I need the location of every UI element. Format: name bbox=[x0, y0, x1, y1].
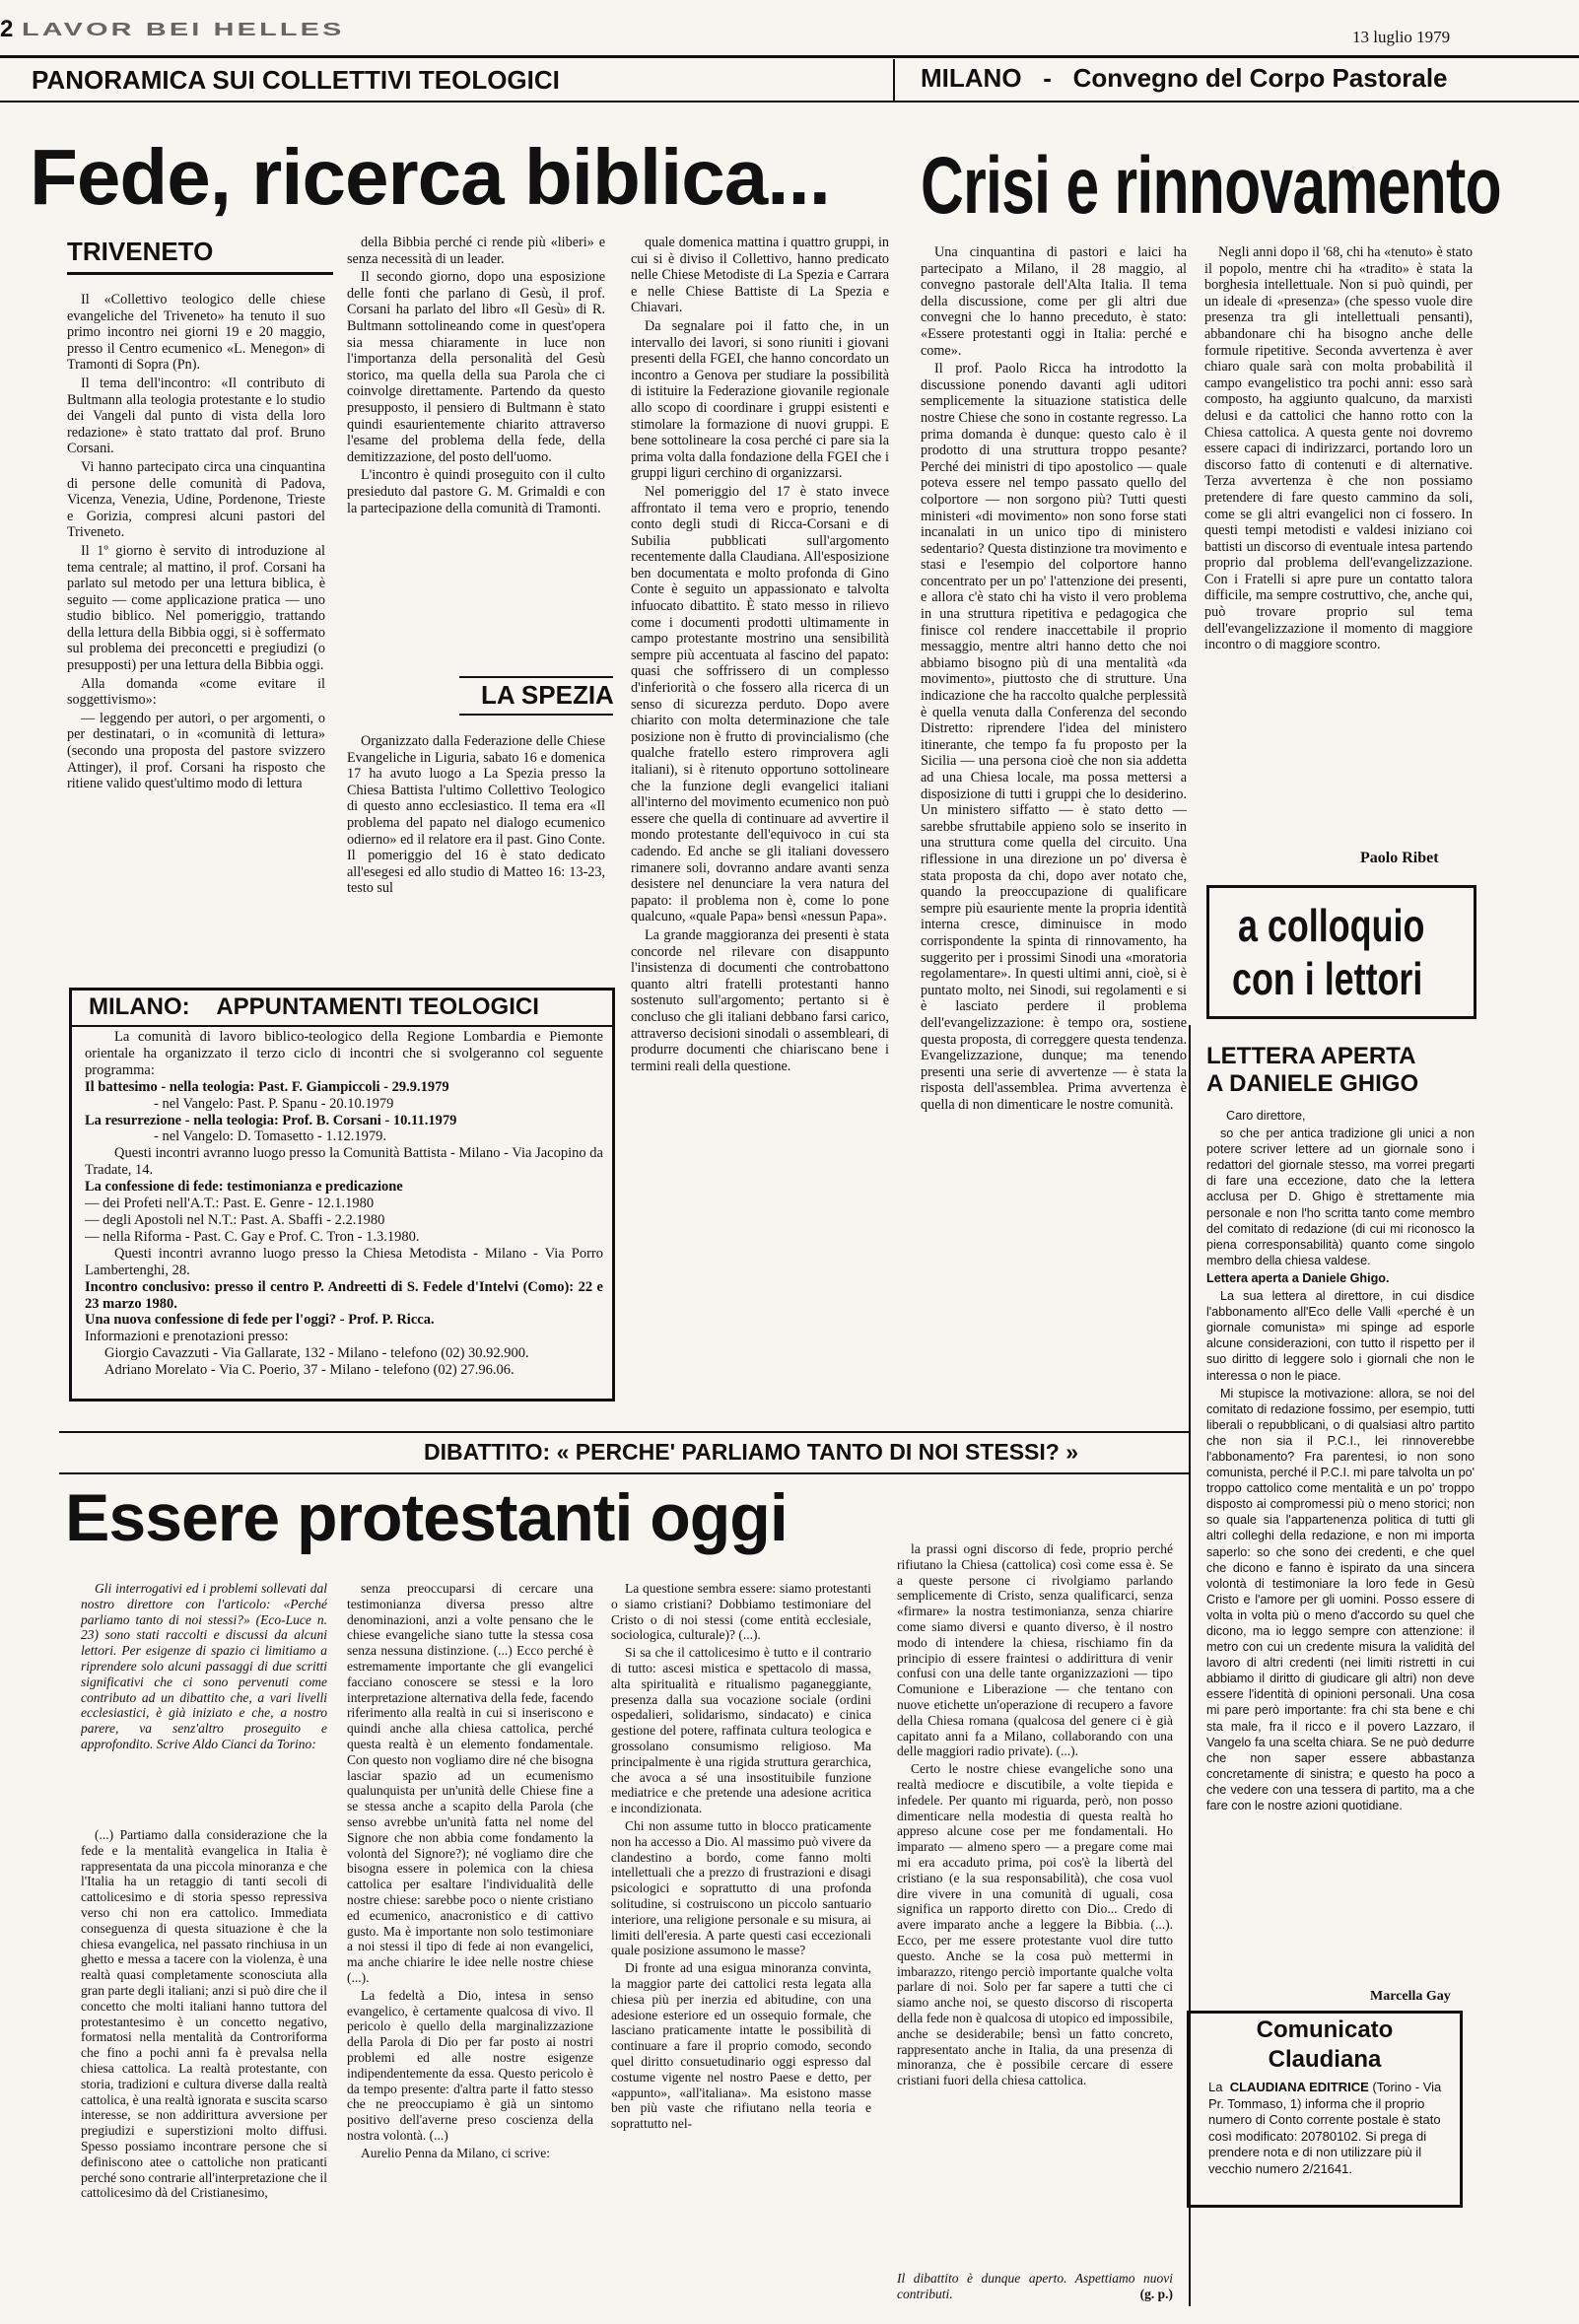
appuntamenti-line: Incontro conclusivo: presso il centro P. Andreetti di S. Fedele d'Intelvi (Como): 22 e 23 marzo 1980. bbox=[85, 1278, 603, 1312]
paragraph: Da segnalare poi il fatto che, in un intervallo dei lavori, si sono riuniti i giovani presenti della FGEI, che hanno concordato un incontro a Genova per studiare la possibilità di istituire la Federazione giovanile regionale allo scopo di coordinare i gruppi esistenti e stimolare la formazione di nuovi gruppi. E bene sottolineare la cosa perché ci pare sia la prima volta dalla fondazione della FGEI che i gruppi liguri cerchino di organizzarsi. bbox=[631, 317, 889, 482]
appuntamenti-line: La resurrezione - nella teologia: Prof. B. Corsani - 10.11.1979 bbox=[85, 1112, 457, 1128]
page-number: 2 bbox=[0, 16, 14, 42]
paragraph: L'incontro è quindi proseguito con il culto presieduto dal pastore G. M. Grimaldi e con la partecipazione della comunità di Tramonti. bbox=[347, 467, 605, 516]
column-rule-right bbox=[1189, 1025, 1191, 2306]
paragraph: Il secondo giorno, dopo una esposizione delle fonti che parlano di Gesù, il prof. Corsani ha parlato del libro «Il Gesù» di R. Bultmann sottolineando come in quest'opera sia messa chiaramente in luce non l'importanza della personalità del Gesù storico, ma quella della sua Parola che ci coinvolge direttamente. Partendo da questo presupposto, il pensiero di Bultmann è stato quindi esaurientemente chiarito attraverso l'esame del problema della fede, della demitizzazione, del posto dell'uomo. bbox=[347, 269, 605, 465]
dibattito-column-2 bbox=[347, 1581, 593, 2312]
appuntamenti-title bbox=[89, 993, 539, 1021]
paragraph: senza preoccuparsi di cercare una testimonianza diversa presso altre denominazioni, anzi a volte pensano che le chiese evangeliche siano tutte la stessa cosa senza nessuna distinzione. (...) Ecco perché è estremamente importante che gli evangelici facciano conoscere se stessi e la loro interpretazione alternativa della fede, facendo riferimento alla realtà in cui si inseriscono e quindi anche alla chiesa cattolica, perché questa realtà è un elemento fondamentale. Con questo non vogliamo dire né che bisogna lasciar spazio ad un ecumenismo qualunquista per un'unità delle Chiese fine a se stessa anche a scapito della Parola (che senso avrebbe un'unità fatta nel nome del Signore che non abbia come fondamento la volontà del Signore?); né vogliamo dire che bisogna essere in polemica con la chiesa cattolica per esaltare l'individualità delle nostre chiese: sarebbe poco o niente cristiano ed ecumenico, anacronistico e di cattivo gusto. Ma è importante non solo testimoniare a noi stessi il tipo di fede ai non evangelici, ma anche chiarire le idee nelle nostre chiese (...). bbox=[347, 1581, 593, 1985]
appuntamenti-heading: APPUNTAMENTI TEOLOGICI bbox=[216, 993, 539, 1020]
label-la-spezia: LA SPEZIA bbox=[481, 680, 614, 710]
lettera-title-2: A DANIELE GHIGO bbox=[1206, 1070, 1419, 1097]
appuntamenti-line: - nel Vangelo: Past. P. Spanu - 20.10.1979 bbox=[154, 1095, 394, 1112]
header-rule-top bbox=[0, 55, 1579, 58]
paragraph: Nel pomeriggio del 17 è stato invece affrontato il tema vero e proprio, tenendo conto degli studi di Ricca-Corsani e di Subilia pubblicati sull'argomento recentemente dalla Claudiana. All'esposizione ben documentata e molto profonda di Gino Conte è seguito un appassionato e talvolta infuocato dibattito. È stato messo in rilievo come i documenti prodotti ultimamente in campo protestante mostrino una sensibilità sempre più accentuata al fascino del papato: quasi che soffrissero di un complesso d'inferiorità o che fossero alla ricerca di un senso di sicurezza perduto. Dopo avere chiarito con molta determinazione che tale posizione non è frutto di provincialismo (che qualche fratello estero rimprovera agli italiani), si è ritenuto opportuno sottolineare che la funzione degli evangelici italiani all'interno del movimento ecumenico non può essere che quella di continuare ad avvertire il mondo protestante dell'equivoco in cui sta cadendo. Ed anche se gli italiani dovessero rimanere soli, dovranno andare avanti senza desistere nel denunciare la vera natura del papato: il problema non è, come lo pone qualcuno, «quale Papa» bensì «nessun Papa». bbox=[631, 483, 889, 925]
appuntamenti-line: La confessione di fede: testimonianza e predicazione bbox=[85, 1179, 403, 1196]
paragraph: La questione sembra essere: siamo protestanti o siamo cristiani? Dobbiamo testimoniare del Cristo o di noi stessi (come entità ecclesiale, sociologica, culturale)? (...). bbox=[611, 1581, 871, 1643]
paragraph: Alla domanda «come evitare il soggettivismo»: bbox=[67, 675, 325, 709]
paragraph: Chi non assume tutto in blocco praticamente non ha accesso a Dio. Al massimo può vivere da clandestino a bordo, come fanno molti intellettuali che a prezzo di frustrazioni e disagi psicologici e soprattutto di una profonda solitudine, si costruiscono un piccolo santuario interiore, una religione personale e su misura, ai limiti dell'eresia. A parte questi casi eccezionali quale posizione assumono le masse? bbox=[611, 1817, 871, 1958]
dibattito-intro bbox=[81, 1581, 327, 1825]
lettera-paragraph: La sua lettera al direttore, in cui disdice l'abbonamento all'Eco delle Valli «perché è un giornale comunista» mi spinge ad esporle alcune considerazioni, con tutto il rispetto per il suo diritto di leggere solo i giornali che non le interessa o non le piace. bbox=[1206, 1289, 1475, 1383]
lettera-paragraph: Mi stupisce la motivazione: allora, se noi del comitato di redazione fossimo, per esempio, tutti liberali o repubblicani, o di qualsiasi altro partito che non sia il P.C.I., lei rinnoverebbe l'abbonamento? Fra parentesi, io non sono comunista, perché il P.C.I. mi pare talvolta un po' troppo cattolico come mentalità e un po' troppo disposto ai compromessi più o meno storici; non so quale sia l'appartenenza politica di tutti gli altri colleghi della redazione, e non mi importa saperlo: so che sono dei credenti, e che quel che dicono e fanno è ispirato da una sincera volontà di testimoniare la loro fede in Gesù Cristo e l'amore per gli uomini. Posso essere di volta in volta più o meno d'accordo su quel che dicono, ma io leggo sempre con attenzione: il metro con cui un credente misura la validità del lavoro di altri credenti (nei limiti ristretti in cui abbiamo il diritto di giudicare gli altri) non deve essere l'identità di opinioni personali. Una cosa mi pare però importante: fra chi sta bene e chi sta male, fra il ricco e il povero Lazzaro, il Vangelo fa una scelta chiara. Se ne può dedurre che non saper essere abbastanza concretamente di sinistra; e questo ha poco a che vedere con una tessera di partito, ma a che fare con le nostre azioni quotidiane. bbox=[1206, 1386, 1475, 1813]
paragraph: — leggendo per autori, o per argomenti, o per destinatari, o in «comunità di lettura» (secondo una proposta del pastore svizzero Attinger), il prof. Corsani ha risposto che ritiene valido quest'ultimo modo di lettura bbox=[67, 710, 325, 792]
colloquio-line-2-wrap bbox=[1232, 952, 1476, 1005]
appuntamenti-city: MILANO: bbox=[89, 993, 190, 1020]
appuntamenti-line: Questi incontri avranno luogo presso la Chiesa Metodista - Milano - Via Porro Lambertenghi, 28. bbox=[85, 1245, 603, 1278]
section-city: MILANO bbox=[921, 63, 1022, 93]
paragraph: Certo le nostre chiese evangeliche sono una realtà mediocre e discutibile, a volte tiepida e infedele. Per quanto mi riguarda, però, non posso dimenticare nella modestia di questa realtà ho appreso alcune cose per me fondamentali. Ho imparato — almeno spero — a pregare come mai mi era accaduto prima, poi cos'è la libertà del cristiano (e la sua responsabilità), che cosa vuol dire vivere in una comunità di uguali, cosa significa un rapporto diretto con Dio... Credo di avere imparato anche a leggere la Bibbia. (...). Ecco, per me essere protestante vuol dire tutto questo. Anche se la cosa può mettermi in imbarazzo, ritengo perciò importante qualche volta parlare di noi. Solo per far sapere a tutti che ci siamo anche noi, se questo discorso di riscoperta della fede non è qualcosa di utopico ed impossibile, anche se desiderabile; bensì un fatto concreto, rappresentato anche in Italia, da una presenza di minoranza, che è possibile cercare di essere cristiani fuori della chiesa cattolica. bbox=[897, 1761, 1173, 2088]
appuntamenti-body bbox=[85, 1029, 603, 1398]
crisi-signature: Paolo Ribet bbox=[1360, 850, 1439, 866]
dibattito-closing-text: Il dibattito è dunque aperto. Aspettiamo nuovi contributi. bbox=[897, 2271, 1173, 2301]
triveneto-column-1 bbox=[67, 292, 325, 982]
intro-paragraph: Gli interrogativi ed i problemi sollevati dal nostro direttore con l'articolo: «Perché parliamo tanto di noi stessi?» (Eco-Luce n. 23) sono stati raccolti e discussi da alcuni lettori. Per esigenze di spazio ci limitiamo a riprendere solo alcuni passaggi di due scritti significativi che ci sono pervenuti come contributo ad un dibattito che, a vari livelli ecclesiastici, è già iniziato e che, a nostro parere, va senz'altro proseguito e approfondito. Scrive Aldo Cianci da Torino: bbox=[81, 1581, 327, 1751]
comunicato-text-a: La bbox=[1208, 2080, 1223, 2094]
section-dash: - bbox=[1043, 63, 1052, 93]
paragraph: Organizzato dalla Federazione delle Chiese Evangeliche in Liguria, sabato 16 e domenica 17 ha avuto luogo a La Spezia presso la Chiesa Battista l'ultimo Collettivo Teologico di questo anno ecclesiastico. Il tema era «Il problema del papato nel dialogo ecumenico odierno» ed il relatore era il past. Gino Conte. Il pomeriggio del 16 è stato dedicato all'esegesi ed allo studio di Matteo 16: 13-23, testo sul bbox=[347, 733, 605, 897]
label-triveneto: TRIVENETO bbox=[67, 237, 214, 266]
comunicato-text-c: (Torino - Via Pr. Tommaso, 1) informa che il proprio numero di Conto corrente postale è stato così modificato: 20780102. Si prega di prendere nota e di non utilizzare più il vecchio numero 2/21641. bbox=[1208, 2080, 1442, 2176]
appuntamenti-line: Questi incontri avranno luogo presso la Comunità Battista - Milano - Via Jacopino da Tradate, 14. bbox=[85, 1145, 603, 1179]
dibattito-closing bbox=[897, 2271, 1173, 2310]
appuntamenti-intro: La comunità di lavoro biblico-teologico della Regione Lombardia e Piemonte orientale ha organizzato il terzo ciclo di incontri che si svolgeranno col seguente programma: bbox=[85, 1029, 603, 1078]
laspezia-underline bbox=[459, 714, 613, 716]
paragraph: Il prof. Paolo Ricca ha introdotto la discussione ponendo davanti agli uditori semplicemente la situazione statistica delle nostre Chiese che sono in costante regresso. La prima domanda è dunque: questo calo è il prodotto di una struttura troppo pesante? Perché dei ministri di tipo apostolico — quale poteva essere nel tempo passato quello del colportore — non sorgono più? Tutti questi ministeri «di movimento» non sono forse stati incanalati in un unico tipo di ministero sedentario? Questa distinzione tra movimento e stasi e l'esempio del colportore hanno concentrato per un po' l'attenzione dei presenti, e allora c'è stato chi ha visto il vero problema in una struttura ripetitiva e pedagogica che finisce col rendere inaccettabile il proprio messaggio, mentre altri hanno detto che noi abbiamo bisogno più di una mentalità «da movimento», piuttosto che di strutture. Una indicazione che ha raccolto qualche perplessità è quella venuta dalla Conferenza del secondo Distretto: riprendere l'idea del ministero itinerante, che tempo fa fu proposto per la Sicilia — una persona cioè che non sia addetta ad una Chiesa locale, ma possa mettersi a disposizione di tutti i gruppi che lo desiderino. Un ministero siffatto — è stato detto — sarebbe sfruttabile appieno solo se inserito in una struttura come quella del circuito. Una riflessione in una direzione un po' diversa è stata proposta da chi, dopo aver notato che, quando la preoccupazione di qualificare sempre più esauriente mente la propria identità interna cresce, diminuisce in modo corrispondente la spinta di rinnovamento, ha suggerito per i prossimi Sinodi una «moratoria regolamentare». In questi ultimi anni, cioè, si è puntato molto, nei Sinodi, sui regolamenti e si è lasciato perdere il problema dell'evangelizzazione: è tempo ora, sostiene questa proposta, di correggere questa tendenza. Evangelizzazione, dunque; ma tenendo presenti una serie di avvertenze — è stata la risposta dell'assemblea. Prima avvertenza è quella di non dimenticare le nostre comunità. bbox=[921, 361, 1187, 1113]
header-rule-bottom bbox=[0, 101, 1579, 103]
paragraph: Di fronte ad una esigua minoranza convinta, la maggior parte dei cattolici resta legata alla chiesa più per inerzia ed abitudine, con una adesione esteriore ed un ossequio formale, che lasciano praticamente intatte le possibilità di continuare a fare il proprio comodo, secondo quel diritto consuetudinario oggi espresso dal costume vigente nel nostro Paese e detto, per «appunto», «all'italiana». Ma esistono masse ben più vaste che rifiutano nella teoria e soprattutto nel- bbox=[611, 1960, 871, 2132]
appuntamenti-line: Il battesimo - nella teologia: Past. F. Giampiccoli - 29.9.1979 bbox=[85, 1078, 449, 1095]
paragraph: Si sa che il cattolicesimo è tutto e il contrario di tutto: ascesi mistica e spettacolo di massa, alta spiritualità e ritualismo paganeggiante, presenza dalla sua vocazione sociale (ordini ospedalieri, solidarismo, sindacato) e cinica gestione del potere, raffinata cultura teologica e grossolano consumismo religioso. Ma principalmente è una rigida struttura gerarchica, che avoca a sé una insostituibile funzione mediatrice e che pretende una adesione acritica e incondizionata. bbox=[611, 1645, 871, 1816]
paragraph: Negli anni dopo il '68, chi ha «tenuto» è stato il popolo, mentre chi ha «tradito» è stata la borghesia intellettuale. Non si può quindi, per un ideale di «presenza» (che spesso vuole dire presenza tra gli intellettuali pensanti), abbandonare chi ha bisogno anche delle formule ripetitive. Seconda avvertenza è aver chiaro quale sarà con molta probabilità il campo evangelistico tra pochi anni: esso sarà composto, ha aggiunto qualcuno, da marxisti delusi e da cattolici che hanno rotto con la Chiesa cattolica. A questa gente noi dovremo essere capaci di indirizzarci, portando loro un discorso fatto di contenuti e di alternative. Terza avvertenza è che non possiamo pretendere di fare questo cammino da soli, come se gli altri evangelici non ci fossero. In questi tempi metodisti e valdesi iniziano coi battisti un discorso di eventuale intesa partendo proprio dal problema dell'evangelizzazione. Con i Fratelli si apre pure un contatto talora difficile, ma sempre costruttivo, che, anche qui, può trovare proprio sul tema dell'evangelizzazione il momento di maggiore incontro o di maggiore scontro. bbox=[1204, 244, 1473, 653]
comunicato-title-2: Claudiana bbox=[1268, 2046, 1382, 2073]
dibattito-closing-signature: (g. p.) bbox=[1139, 2286, 1173, 2301]
laspezia-rule bbox=[459, 676, 613, 678]
paragraph: Il tema dell'incontro: «Il contributo di Bultmann alla teologia protestante e lo studio dei Vangeli dal punto di vista della loro redazione» è stato trattato dal prof. Bruno Corsani. bbox=[67, 375, 325, 457]
dibattito-column-1 bbox=[81, 1827, 327, 2316]
dibattito-rule-top bbox=[59, 1431, 1189, 1433]
paragraph: della Bibbia perché ci rende più «liberi» e senza necessità di un leader. bbox=[347, 235, 605, 267]
dibattito-column-3 bbox=[611, 1581, 871, 2312]
lettera-title-1: LETTERA APERTA bbox=[1206, 1043, 1416, 1069]
appuntamenti-title-rule bbox=[69, 1025, 615, 1027]
headline-crisi-wrap bbox=[921, 141, 1501, 240]
section-label-right bbox=[921, 63, 1448, 94]
lettera-signature: Marcella Gay bbox=[1370, 1989, 1451, 2004]
laspezia-column-3 bbox=[631, 235, 889, 1400]
dibattito-column-4 bbox=[897, 1541, 1173, 2271]
lettera-paragraph: so che per antica tradizione gli unici a non potere scriver lettere ad un giornale sono i redattori del giornale stesso, ma vorrei pregarti di fare una eccezione, dato che la lettera acclusa per D. Ghigo è strettamente mia personale e non l'ho scritta tanto come membro del comitato di redazione (di cui mi riconosco la piena corresponsabilità) quanto come singolo membro della chiesa valdese. bbox=[1206, 1127, 1475, 1267]
colloquio-line-1-wrap bbox=[1238, 899, 1477, 952]
paragraph: La fedeltà a Dio, intesa in senso evangelico, è certamente qualcosa di vivo. Il pericolo è quello della marginalizzazione della Parola di Dio per far posto ai nostri problemi ed alle nostre esigenze indipendentemente da essa. Questo pericolo è da tempo presente: d'altra parte il fatto stesso che ne preoccupiamo è già un sintomo positivo dell'averne preso coscienza della nostra volontà. (...) bbox=[347, 1987, 593, 2143]
colloquio-line-1: a colloquio bbox=[1238, 900, 1425, 951]
paragraph: la prassi ogni discorso di fede, proprio perché rifiutano la Chiesa (cattolica) così come essa è. Se a queste persone ci rivolgiamo parlando semplicemente di Cristo, senza qualificarci, senza «firmare» la nostra testimonianza, senza chiarire come siamo diversi e quanto diverso, è il nostro modo di intendere la chiesa, rischiamo fin da principio di essere fraintesi o addirittura di venir confusi con una delle tante organizzazioni — tipo Comunione e Liberazione — che tentano con nuove etichette un'operazione di recupero a favore della Chiesa romana (qualcosa del genere ci è già capitato anni fa a Milano, collaborando con una delle maggiori radio private). (...). bbox=[897, 1541, 1173, 1759]
colloquio-line-2: con i lettori bbox=[1232, 953, 1423, 1004]
laspezia-column-2 bbox=[347, 733, 605, 986]
paragraph: quale domenica mattina i quattro gruppi, in cui si è diviso il Collettivo, hanno predicato nelle Chiese Metodiste di La Spezia e Carrara e nelle Chiese Battiste di La Spezia e Chiavari. bbox=[631, 235, 889, 316]
crisi-column-2 bbox=[1204, 244, 1473, 836]
triveneto-underline bbox=[67, 272, 333, 275]
comunicato-title-1: Comunicato bbox=[1256, 2016, 1394, 2043]
headline-essere: Essere protestanti oggi bbox=[65, 1480, 788, 1555]
paragraph: Il 1º giorno è servito di introduzione al tema centrale; al mattino, il prof. Corsani ha parlato sul metodo per una lettura biblica, è seguito — come applicazione pratica — uno studio biblico. Nel pomeriggio, trattando della lettura della Bibbia oggi, si è soffermato sul problema dei preconcetti e pregiudizi (o presupposti) per una lettura della Bibbia oggi. bbox=[67, 542, 325, 674]
paragraph: La grande maggioranza dei presenti è stata concorde nel rilevare con disappunto l'insistenza di documenti che controbattono quanto altri fratelli protestanti hanno sostenuto sull'argomento; pertanto si è concluso che gli italiani debbano farsi carico, attraverso decisioni sinodali o assembleari, di produrre documenti che chiariscano bene i termini reali della questione. bbox=[631, 926, 889, 1074]
dibattito-rule-mid bbox=[59, 1472, 1189, 1474]
lettera-salutation: Caro direttore, bbox=[1226, 1109, 1306, 1123]
crisi-column-1 bbox=[921, 244, 1187, 1398]
lettera-paragraph: Lettera aperta a Daniele Ghigo. bbox=[1206, 1270, 1390, 1285]
paragraph: Aurelio Penna da Milano, ci scrive: bbox=[361, 2145, 550, 2160]
appuntamenti-line: - nel Vangelo: D. Tomasetto - 1.12.1979. bbox=[154, 1128, 387, 1145]
header-divider-vertical bbox=[893, 59, 895, 101]
comunicato-body bbox=[1208, 2080, 1445, 2202]
appuntamenti-line: — nella Riforma - Past. C. Gay e Prof. C. Tron - 1.3.1980. bbox=[85, 1228, 420, 1245]
paragraph: Il «Collettivo teologico delle chiese evangeliche del Triveneto» ha tenuto il suo primo incontro nei giorni 19 e 20 maggio, presso il Centro ecumenico «L. Menegon» di Tramonti di Sopra (Pn). bbox=[67, 292, 325, 374]
lettera-body bbox=[1206, 1108, 1475, 1995]
headline-fede: Fede, ricerca biblica... bbox=[30, 133, 830, 221]
appuntamenti-line: — dei Profeti nell'A.T.: Past. E. Genre - 12.1.1980 bbox=[85, 1196, 375, 1212]
section-event: Convegno del Corpo Pastorale bbox=[1072, 63, 1448, 93]
appuntamenti-line: Adriano Morelato - Via C. Poerio, 37 - Milano - telefono (02) 27.96.06. bbox=[104, 1362, 515, 1379]
paragraph: (...) Partiamo dalla considerazione che la fede e la mentalità evangelica in Italia è rappresentata da una piccola minoranza e che l'Italia ha un retaggio di tanti secoli di cattolicesimo e di storia spesso repressiva verso chi non era cattolico. Immediata conseguenza di questa situazione è che la chiesa evangelica, nel passato rinchiusa in un ghetto e messa a tacere con la violenza, è una realtà quasi completamente sconosciuta alla gran parte degli italiani; anzi si può dire che il concetto che molti italiani hanno tuttora del protestantesimo è un concetto negativo, formatosi nella mentalità da Controriforma che fino a pochi anni fa è prevalsa nella chiesa cattolica. La realtà protestante, con storia, tradizioni e cultura diverse dalla realtà cattolica, è una realtà ignorata e suscita scarso interesse, se non addirittura avversione per pregiudizi e superstizioni molto diffusi. Spesso possiamo incontrare persone che si definiscono atee o cattoliche non praticanti perché sono contrarie all'interpretazione che il cattolicesimo dà del Cristianesimo, bbox=[81, 1827, 327, 2201]
issue-date: 13 luglio 1979 bbox=[1352, 28, 1451, 46]
comunicato-publisher: CLAUDIANA EDITRICE bbox=[1229, 2080, 1369, 2094]
dibattito-kicker: DIBATTITO: « PERCHE' PARLIAMO TANTO DI NOI STESSI? » bbox=[424, 1439, 1078, 1465]
appuntamenti-line: Una nuova confessione di fede per l'oggi? - Prof. P. Ricca. bbox=[85, 1312, 435, 1329]
appuntamenti-line: Giorgio Cavazzuti - Via Gallarate, 132 - Milano - telefono (02) 30.92.900. bbox=[104, 1345, 529, 1362]
section-label-left: PANORAMICA SUI COLLETTIVI TEOLOGICI bbox=[32, 65, 560, 95]
appuntamenti-line: Informazioni e prenotazioni presso: bbox=[85, 1329, 289, 1345]
headline-crisi: Crisi e rinnovamento bbox=[921, 141, 1501, 231]
triveneto-column-2 bbox=[347, 235, 605, 649]
masthead-stamp: LAVOR BEI HELLES bbox=[22, 20, 345, 39]
paragraph: Una cinquantina di pastori e laici ha partecipato a Milano, il 28 maggio, al convegno pastorale dell'Alta Italia. Il tema della discussione, come per gli altri due convegni che lo hanno preceduto, è stato: «Essere protestanti oggi in Italia: perché e come». bbox=[921, 244, 1187, 359]
paragraph: Vi hanno partecipato circa una cinquantina di persone delle comunità di Padova, Vicenza, Venezia, Udine, Pordenone, Trieste e Gorizia, compresi alcuni pastori del Triveneto. bbox=[67, 458, 325, 541]
appuntamenti-line: — degli Apostoli nel N.T.: Past. A. Sbaffi - 2.2.1980 bbox=[85, 1211, 385, 1228]
